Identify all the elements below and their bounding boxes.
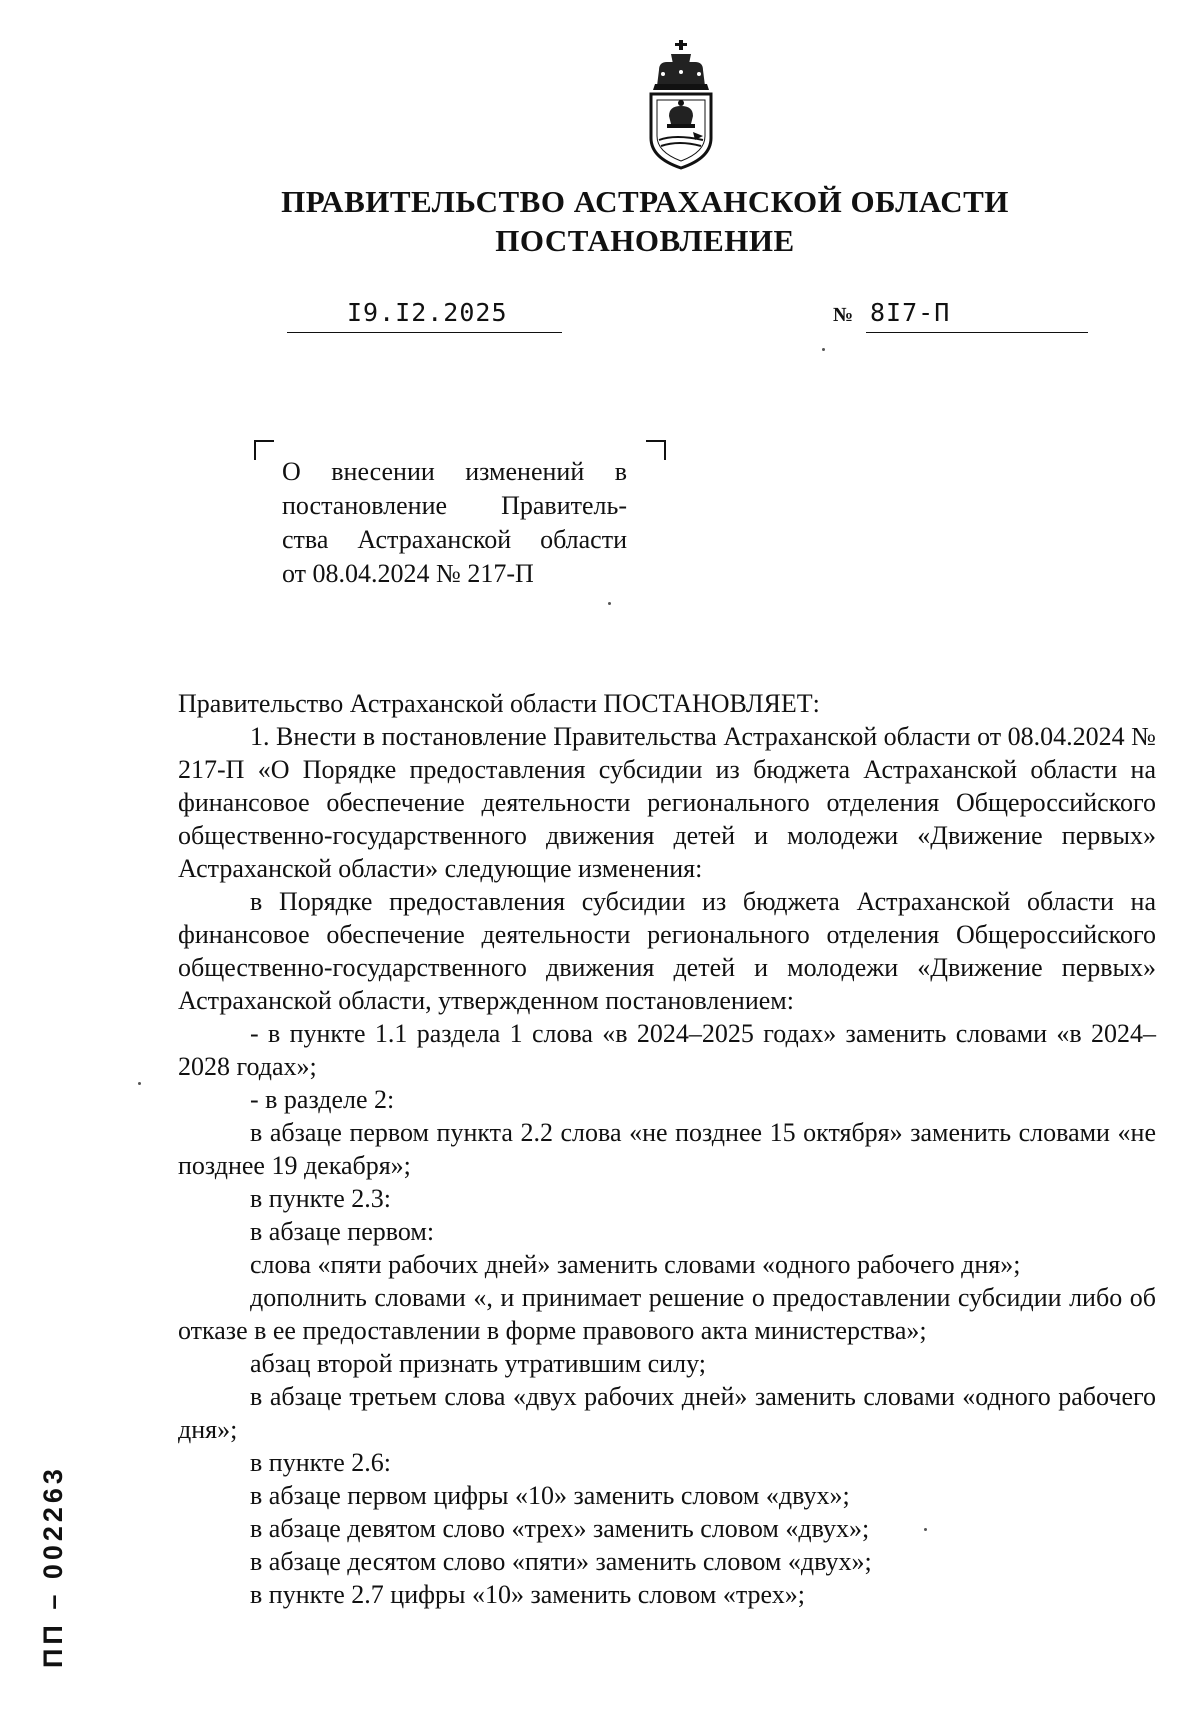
body-paragraph: в абзаце десятом слово «пяти» заменить словом «двух»; (250, 1547, 872, 1576)
body-paragraph: в пункте 2.6: (250, 1448, 392, 1477)
scan-speck (138, 1082, 141, 1085)
decree-number: 8I7-П (870, 298, 951, 327)
body-paragraph: в абзаце первом: (250, 1217, 435, 1246)
body-paragraph: - в разделе 2: (250, 1085, 395, 1114)
body-paragraph: в пункте 2.3: (250, 1184, 392, 1213)
body-paragraph: в Порядке предоставления субсидии из бюджета Астраханской области на финансовое обеспечение деятельности регионального отделения Общероссийского общественно-государственного движения детей и молодежи «Движение первых» Астраханской области, утвержденном постановлением: (178, 887, 1156, 1015)
body-paragraph-preamble: Правительство Астраханской области ПОСТАНОВЛЯЕТ: (178, 689, 820, 718)
subject-corner-mark-right (646, 440, 666, 460)
subject-line: от 08.04.2024 № 217-П (282, 559, 534, 588)
document-side-code: ПП – 002263 (38, 1465, 68, 1668)
scan-speck (924, 1528, 927, 1531)
subject-line: ства Астраханской области (282, 525, 627, 554)
document-type-title: ПОСТАНОВЛЕНИЕ (495, 223, 795, 258)
scan-speck (822, 348, 825, 351)
body-paragraph: в абзаце девятом слово «трех» заменить словом «двух»; (250, 1514, 870, 1543)
decree-date-field (287, 298, 562, 333)
subject-corner-mark-left (254, 440, 274, 460)
body-paragraph: - в пункте 1.1 раздела 1 слова «в 2024–2025 годах» заменить словами «в 2024–2028 годах»; (178, 1019, 1156, 1081)
subject-line: постановление Правитель- (282, 491, 627, 520)
decree-body (178, 687, 1156, 1611)
document-header (260, 182, 1030, 260)
decree-subject (282, 455, 627, 591)
body-paragraph: слова «пяти рабочих дней» заменить словами «одного рабочего дня»; (250, 1250, 1021, 1279)
astrakhan-coat-of-arms-icon (645, 40, 717, 175)
body-paragraph: 1. Внести в постановление Правительства Астраханской области от 08.04.2024 № 217-П «О Порядке предоставления субсидии из бюджета Астраханской области на финансовое обеспечение деятельности регионального отделения Общероссийского общественно-государственного движения детей и молодежи «Движение первых» Астраханской области» следующие изменения: (178, 722, 1156, 883)
body-paragraph: в пункте 2.7 цифры «10» заменить словом «трех»; (250, 1580, 805, 1609)
body-paragraph: дополнить словами «, и принимает решение о предоставлении субсидии либо об отказе в ее предоставлении в форме правового акта министерства»; (178, 1283, 1156, 1345)
number-sign: № (833, 304, 854, 326)
scan-speck (608, 602, 611, 605)
subject-line: О внесении изменений в (282, 457, 627, 486)
body-paragraph: в абзаце третьем слова «двух рабочих дней» заменить словами «одного рабочего дня»; (178, 1382, 1156, 1444)
body-paragraph: в абзаце первом пункта 2.2 слова «не позднее 15 октября» заменить словами «не позднее 19 декабря»; (178, 1118, 1156, 1180)
body-paragraph: абзац второй признать утратившим силу; (250, 1349, 706, 1378)
government-title: ПРАВИТЕЛЬСТВО АСТРАХАНСКОЙ ОБЛАСТИ (281, 184, 1009, 219)
decree-date: I9.I2.2025 (347, 298, 508, 327)
decree-number-field (866, 298, 1088, 333)
body-paragraph: в абзаце первом цифры «10» заменить словом «двух»; (250, 1481, 850, 1510)
